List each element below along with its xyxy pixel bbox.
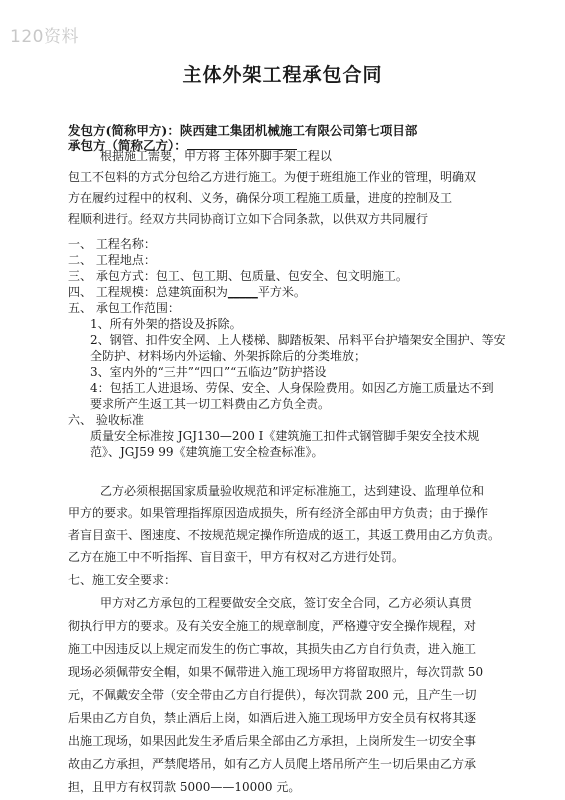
- scope-line: 3、室内外的“三井”“四口”“五临边”防护搭设: [90, 365, 327, 379]
- party-a-name: 陕西建工集团机械施工有限公司第七项目部: [179, 123, 418, 138]
- item-contract-method: 三、 承包方式：包工、包工期、包质量、包安全、包文明施工。: [68, 269, 408, 283]
- page-title: 主体外架工程承包合同: [182, 64, 383, 86]
- acceptance-para-line: 者盲目蛮干、图速度、不按规范规定操作所造成的返工，其返工费用由乙方负责。: [68, 528, 501, 542]
- safety-line: 故由乙方承担，严禁爬塔吊，如有乙方人员爬上塔吊所产生一切后果由乙方承: [68, 757, 477, 771]
- item-scale-suffix: 平方米。: [257, 285, 306, 299]
- safety-line: 出施工现场，如果因此发生矛盾后果全部由乙方承担，上岗所发生一切安全事: [68, 734, 477, 748]
- party-a-label: 发包方(简称甲方)：: [68, 123, 180, 138]
- acceptance-para-line: 甲方的要求。如果管理指挥原因造成损失，所有经济全部由甲方负责；由于操作: [68, 506, 489, 520]
- scope-line: 2、钢管、扣件安全网、上人楼梯、脚踏板架、吊料平台护墙架安全围护、等安: [90, 333, 506, 347]
- scope-line: 1、所有外架的搭设及拆除。: [90, 317, 242, 331]
- acceptance-para-line: 乙方必须根据国家质量验收规范和评定标准施工，达到建设、监理单位和: [100, 484, 485, 498]
- item-scope: 五、 承包工作范围：: [68, 301, 180, 315]
- acceptance-line: 范》、JGJ59 99《建筑施工安全检查标准》。: [90, 445, 324, 459]
- acceptance-line: 质量安全标准按 JGJ130—200 I《建筑施工扣件式钢管脚手架安全技术规: [90, 429, 480, 443]
- scope-line: 全防护、材料场内外运输、外架拆除后的分类堆放；: [90, 349, 367, 363]
- item-project-location: 二、 工程地点：: [68, 253, 156, 267]
- safety-line: 元，不佩戴安全带（安全带由乙方自行提供），每次罚款 200 元，且产生一切: [68, 688, 477, 702]
- scope-line: 要求所产生返工其一切工料费由乙方负全责。: [90, 397, 331, 411]
- safety-line: 施工中因违反以上规定而发生的伤亡事故，其损失由乙方自行负责，进入施工: [68, 642, 477, 656]
- item-project-name: 一、 工程名称：: [68, 237, 156, 251]
- scope-line: 4：包括工人进退场、劳保、安全、人身保险费用。如因乙方施工质量达不到: [90, 381, 494, 395]
- acceptance-heading: 六、 验收标准: [68, 413, 144, 427]
- intro-line: 根据施工需要，甲方将 主体外脚手架工程以: [100, 149, 332, 163]
- safety-line: 后果由乙方自负，禁止酒后上岗，如酒后进入施工现场甲方安全员有权将其逐: [68, 711, 477, 725]
- item-scale-prefix: 四、 工程规模：总建筑面积为: [68, 285, 228, 299]
- intro-line: 方在履约过程中的权利、义务，确保分项工程施工质量，进度的控制及工: [68, 191, 453, 205]
- acceptance-para-line: 乙方在施工中不听指挥、盲目蛮干，甲方有权对乙方进行处罚。: [68, 550, 405, 564]
- safety-line: 彻执行甲方的要求。及有关安全施工的规章制度，严格遵守安全操作规程，对: [68, 619, 477, 633]
- safety-line: 甲方对乙方承包的工程要做安全交底，签订安全合同，乙方必须认真贯: [100, 596, 473, 610]
- item-scale-blank: _____: [227, 285, 258, 299]
- safety-heading: 七、施工安全要求：: [68, 573, 177, 587]
- intro-line: 包工不包料的方式分包给乙方进行施工。为便于班组施工作业的管理，明确双: [68, 170, 477, 184]
- safety-line: 现场必须佩带安全帽，如果不佩带进入施工现场甲方将留取照片，每次罚款 50: [68, 665, 484, 679]
- safety-line: 担，且甲方有权罚款 5000——10000 元。: [68, 780, 301, 794]
- item-project-scale: [68, 284, 306, 300]
- intro-line: 程顺利进行。经双方共同协商订立如下合同条款，以供双方共同履行: [68, 212, 429, 226]
- party-b-label: 承包方（简称乙方）：: [68, 138, 187, 153]
- watermark: 120资料: [10, 27, 79, 47]
